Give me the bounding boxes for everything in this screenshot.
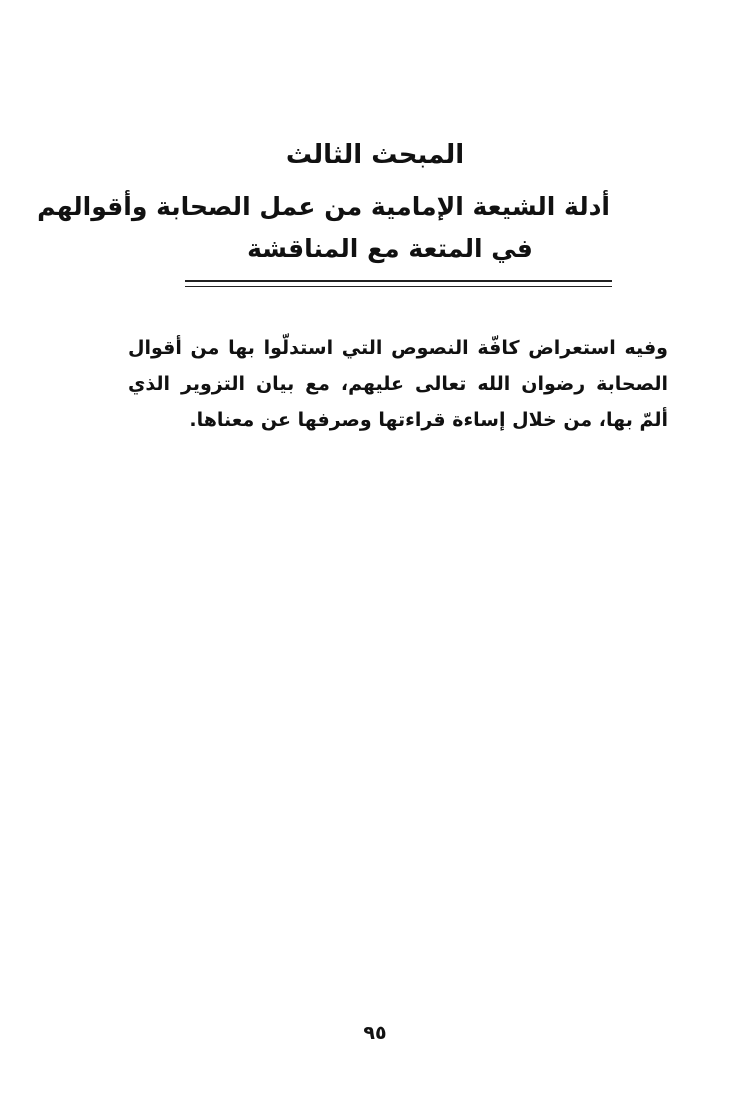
section-label: المبحث الثالث <box>285 140 465 170</box>
title-divider <box>185 280 612 287</box>
chapter-title-line-2: في المتعة مع المناقشة <box>247 234 533 263</box>
chapter-title-line-1: أدلة الشيعة الإمامية من عمل الصحابة وأقوالهم <box>37 192 610 221</box>
body-paragraph: وفيه استعراض كافّة النصوص التي استدلّوا بها من أقوال الصحابة رضوان الله تعالى عليهم، مع بيان التزوير الذي ألمّ بها، من خلال إساءة قراءتها وصرفها عن معناها. <box>128 337 668 431</box>
page-number: ٩٥ <box>363 1022 387 1044</box>
